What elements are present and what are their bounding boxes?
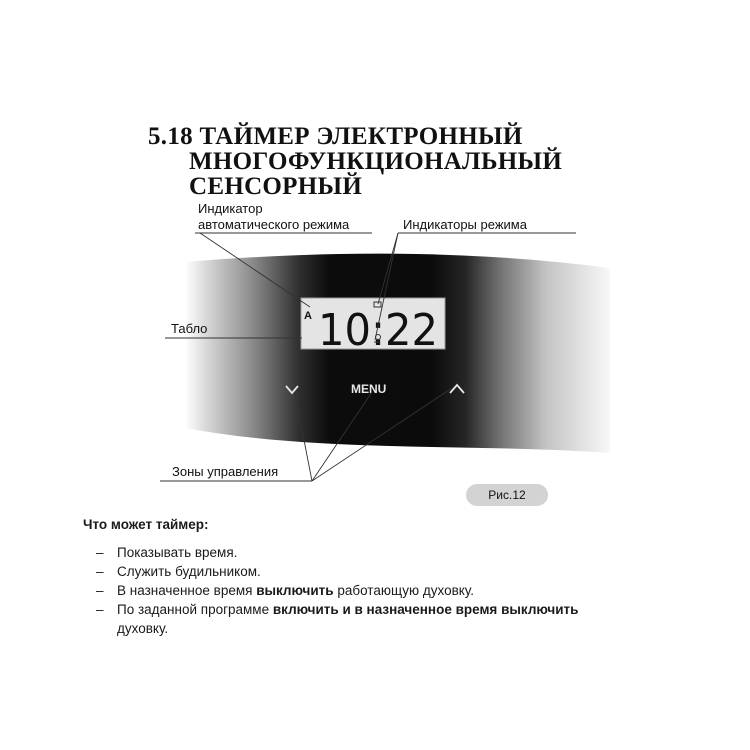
heading-line-2: МНОГОФУНКЦИОНАЛЬНЫЙ bbox=[189, 148, 563, 175]
display-label: Табло bbox=[171, 321, 208, 336]
item-text: В назначенное время bbox=[117, 583, 257, 598]
list-item bbox=[96, 543, 716, 562]
item-text: Служить будильником. bbox=[117, 564, 261, 579]
control-zones-label: Зоны управления bbox=[172, 464, 279, 479]
item-text: По заданной программе bbox=[117, 602, 273, 617]
auto-mode-label-line-2: автоматического режима bbox=[198, 217, 350, 232]
item-text: Показывать время. bbox=[117, 545, 238, 560]
auto-mode-indicator: A bbox=[304, 310, 312, 322]
bullet-dash: – bbox=[96, 583, 104, 598]
list-item bbox=[96, 562, 716, 581]
item-bold-text: выключить bbox=[256, 583, 334, 598]
time-readout: 10:22 bbox=[318, 305, 438, 356]
menu-control: MENU bbox=[351, 382, 387, 396]
figure-caption: Рис.12 bbox=[466, 484, 548, 506]
bullet-dash: – bbox=[96, 545, 104, 560]
heading-line-3: СЕНСОРНЫЙ bbox=[189, 173, 363, 200]
heading-line-1: 5.18 ТАЙМЕР ЭЛЕКТРОННЫЙ bbox=[148, 123, 523, 150]
list-item bbox=[96, 581, 716, 600]
auto-mode-label-line-1: Индикатор bbox=[198, 201, 263, 216]
item-text-tail: духовку. bbox=[117, 621, 169, 636]
list-item bbox=[96, 600, 716, 638]
features-list bbox=[96, 543, 716, 638]
item-text-tail: работающую духовку. bbox=[333, 583, 474, 598]
bullet-dash: – bbox=[96, 564, 104, 579]
bullet-dash: – bbox=[96, 602, 104, 617]
item-bold-text: включить и в назначенное время выключить bbox=[272, 602, 579, 617]
features-title: Что может таймер: bbox=[83, 517, 209, 532]
mode-indicators-label: Индикаторы режима bbox=[403, 217, 527, 232]
